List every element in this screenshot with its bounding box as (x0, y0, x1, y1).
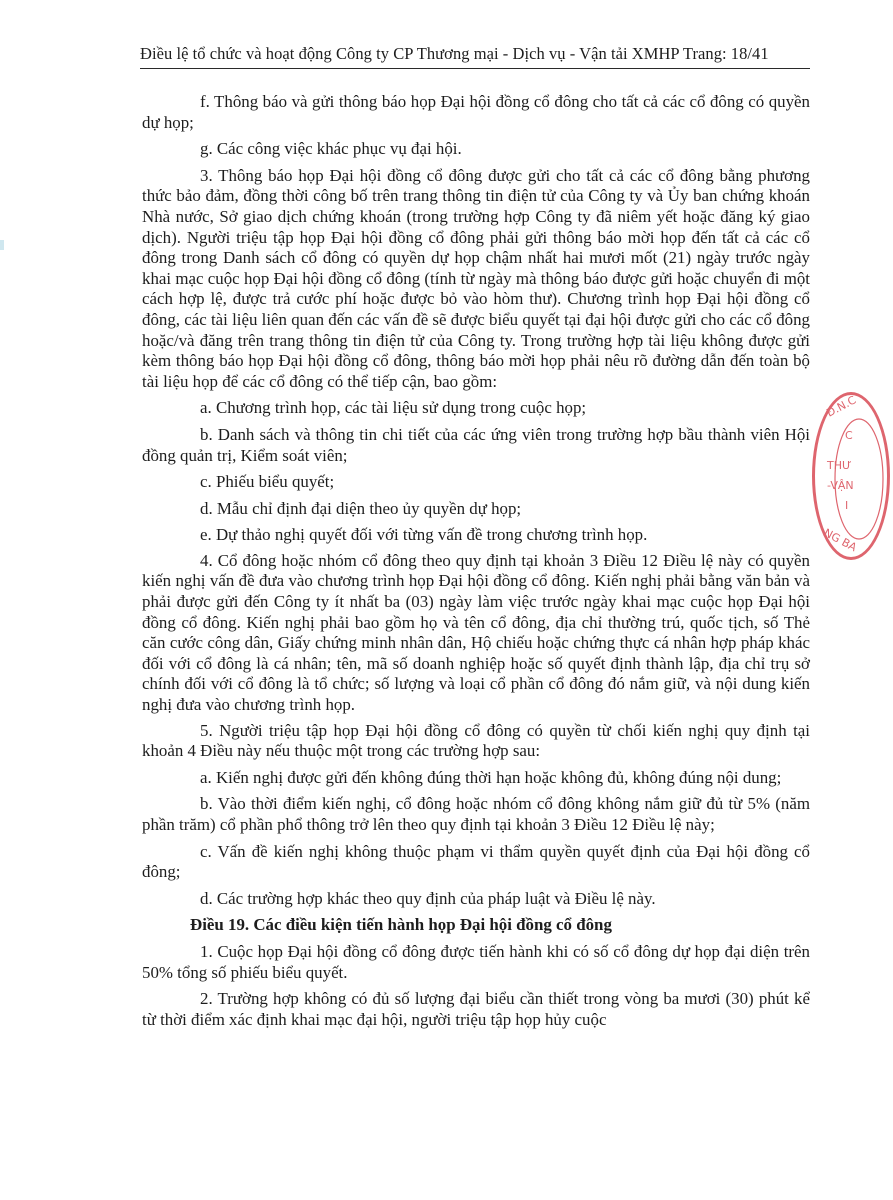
page-header: Điều lệ tổ chức và hoạt động Công ty CP Thương mại - Dịch vụ - Vận tải XMHP Trang: 18/41 (140, 44, 769, 63)
seal-line-4: -VẬN (827, 479, 854, 492)
paragraph-clause-3d: d. Mẫu chỉ định đại diện theo ủy quyền dự họp; (200, 498, 522, 518)
paragraph-clause-3e: e. Dự thảo nghị quyết đối với từng vấn đề trong chương trình họp. (200, 525, 648, 545)
paragraph-item-g: g. Các công việc khác phục vụ đại hội. (200, 139, 462, 159)
document-body (142, 92, 810, 1030)
seal-line-2: C (845, 429, 853, 442)
seal-line-3: THƯ (827, 459, 852, 472)
paragraph-item-f: f. Thông báo và gửi thông báo họp Đại hội đồng cổ đông cho tất cả các cổ đông có quyền dự họp; (142, 92, 810, 132)
scan-edge-mark (0, 240, 4, 250)
header-divider (140, 68, 810, 69)
paragraph-clause-5c: c. Vấn đề kiến nghị không thuộc phạm vi thẩm quyền quyết định của Đại hội đồng cổ đông; (142, 841, 810, 882)
article-paragraph-2: 2. Trường hợp không có đủ số lượng đại biểu cần thiết trong vòng ba mươi (30) phút kể từ thời điểm xác định khai mạc đại hội, người triệu tập họp hủy cuộc (142, 989, 810, 1029)
paragraph-clause-3c: c. Phiếu biểu quyết; (200, 472, 335, 492)
company-seal-stamp (812, 392, 890, 560)
paragraph-clause-5b: b. Vào thời điểm kiến nghị, cổ đông hoặc nhóm cổ đông không nắm giữ đủ từ 5% (năm phần trăm) cổ phần phổ thông trở lên theo quy định tại khoản 3 Điều 12 Điều lệ này; (142, 794, 810, 834)
paragraph-clause-3: 3. Thông báo họp Đại hội đồng cổ đông được gửi cho tất cả các cổ đông bằng phương thức bảo đảm, đồng thời công bố trên trang thông tin điện tử của Công ty và Ủy ban chứng khoán Nhà nước, Sở giao dịch chứng khoán (trong trường hợp Công ty đã niêm yết hoặc đăng ký giao dịch). Người triệu tập họp Đại hội đồng cổ đông phải gửi thông báo mời họp đến tất cả các cổ đông trong Danh sách cổ đông có quyền dự họp chậm nhất hai mươi mốt (21) ngày trước ngày khai mạc cuộc họp Đại hội đồng cổ đông (tính từ ngày mà thông báo được gửi hoặc chuyển đi một cách hợp lệ, được trả cước phí hoặc được bỏ vào hòm thư). Chương trình họp Đại hội đồng cổ đông, các tài liệu liên quan đến các vấn đề sẽ được biểu quyết tại đại hội được gửi cho các cổ đông hoặc/và đăng trên trang thông tin điện tử của Công ty. Trong trường hợp tài liệu không được gửi kèm thông báo họp Đại hội đồng cổ đông, thông báo mời họp phải nêu rõ đường dẫn đến toàn bộ tài liệu họp để các cổ đông có thể tiếp cận, bao gồm: (142, 165, 810, 391)
paragraph-clause-5a: a. Kiến nghị được gửi đến không đúng thời hạn hoặc không đủ, không đúng nội dung; (200, 767, 782, 787)
paragraph-clause-4: 4. Cổ đông hoặc nhóm cổ đông theo quy định tại khoản 3 Điều 12 Điều lệ này có quyền kiến nghị vấn đề đưa vào chương trình họp Đại hội đồng cổ đông. Kiến nghị phải bằng văn bản và phải được gửi đến Công ty ít nhất ba (03) ngày làm việc trước ngày khai mạc cuộc họp Đại hội đồng cổ đông. Kiến nghị phải bao gồm họ và tên cổ đông, địa chỉ thường trú, quốc tịch, số Thẻ căn cước công dân, Giấy chứng minh nhân dân, Hộ chiếu hoặc chứng thực cá nhân hợp pháp khác đối với cổ đông là cá nhân; tên, mã số doanh nghiệp hoặc số quyết định thành lập, địa chỉ trụ sở chính đối với cổ đông là tổ chức; số lượng và loại cổ phần cổ đông đó nắm giữ, và nội dung kiến nghị đưa vào chương trình họp. (142, 550, 810, 715)
seal-line-5: I (845, 499, 849, 512)
article-heading: Điều 19. Các điều kiện tiến hành họp Đại hội đồng cổ đông (190, 915, 612, 935)
seal-text-art (815, 395, 893, 563)
paragraph-clause-5: 5. Người triệu tập họp Đại hội đồng cổ đông có quyền từ chối kiến nghị quy định tại khoản 4 Điều này nếu thuộc một trong các trường hợp sau: (142, 720, 810, 761)
paragraph-clause-3a: a. Chương trình họp, các tài liệu sử dụng trong cuộc họp; (200, 398, 587, 418)
article-paragraph-1: 1. Cuộc họp Đại hội đồng cổ đông được tiến hành khi có số cổ đông dự họp đại diện trên 50% tổng số phiếu biểu quyết. (142, 941, 810, 982)
seal-line-1: Đ.N.C (824, 393, 859, 420)
paragraph-clause-5d: d. Các trường hợp khác theo quy định của pháp luật và Điều lệ này. (200, 888, 656, 908)
seal-line-6: NG BA (821, 526, 859, 555)
paragraph-clause-3b: b. Danh sách và thông tin chi tiết của các ứng viên trong trường hợp bầu thành viên Hội đồng quản trị, Kiểm soát viên; (142, 424, 810, 465)
